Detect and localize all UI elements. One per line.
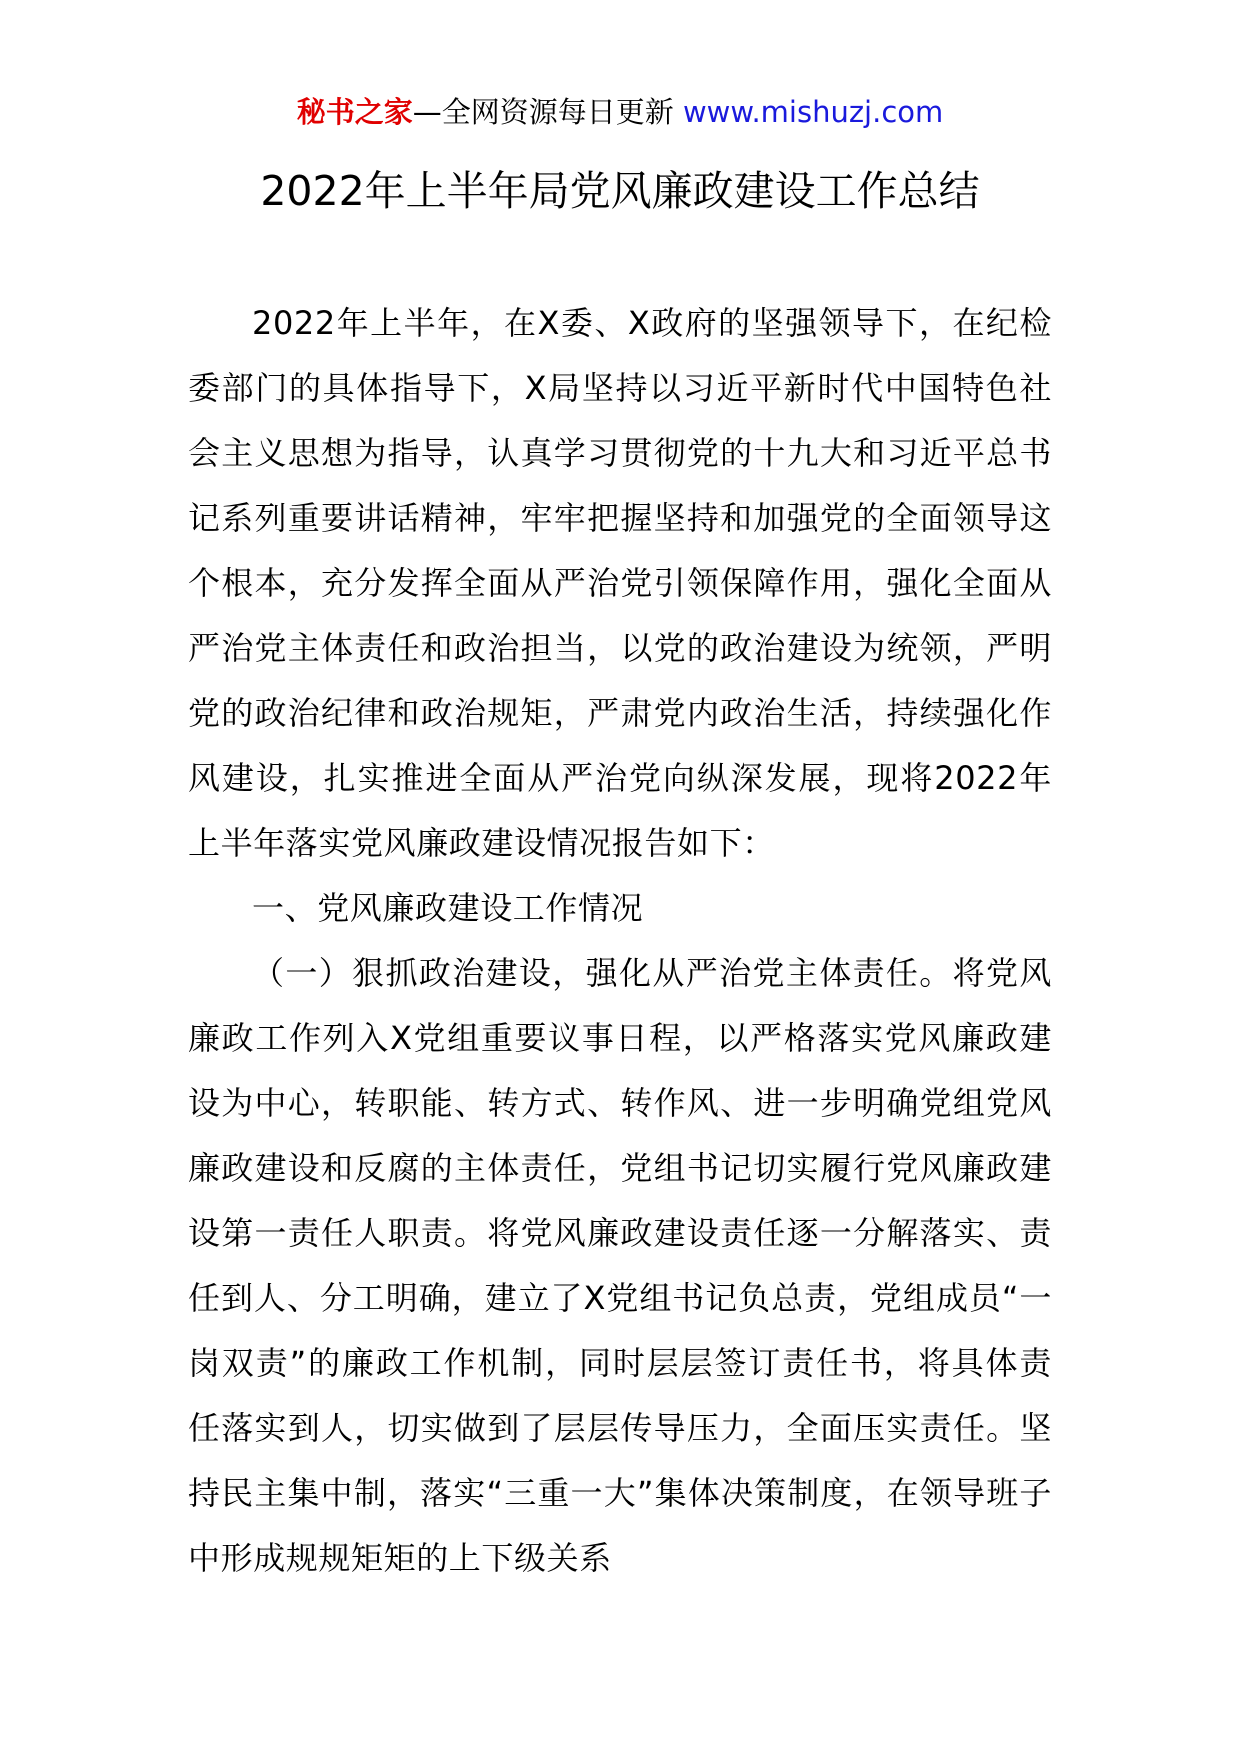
site-url-link[interactable]: www.mishuzj.com xyxy=(682,95,944,129)
document-body xyxy=(188,291,1052,1591)
subsection-paragraph: （一）狠抓政治建设，强化从严治党主体责任。将党风廉政工作列入X党组重要议事日程，以严格落实党风廉政建设为中心，转职能、转方式、转作风、进一步明确党组党风廉政建设和反腐的主体责任，党组书记切实履行党风廉政建设第一责任人职责。将党风廉政建设责任逐一分解落实、责任到人、分工明确，建立了X党组书记负总责，党组成员“一岗双责”的廉政工作机制，同时层层签订责任书，将具体责任落实到人，切实做到了层层传导压力，全面压实责任。坚持民主集中制，落实“三重一大”集体决策制度，在领导班子中形成规规矩矩的上下级关系 xyxy=(188,954,1052,1577)
site-tagline: —全网资源每日更新 xyxy=(412,95,683,129)
intro-paragraph: 2022年上半年，在X委、X政府的坚强领导下，在纪检委部门的具体指导下，X局坚持以习近平新时代中国特色社会主义思想为指导，认真学习贯彻党的十九大和习近平总书记系列重要讲话精神，牢牢把握坚持和加强党的全面领导这个根本，充分发挥全面从严治党引领保障作用，强化全面从严治党主体责任和政治担当，以党的政治建设为统领，严明党的政治纪律和政治规矩，严肃党内政治生活，持续强化作风建设，扎实推进全面从严治党向纵深发展，现将2022年上半年落实党风廉政建设情况报告如下： xyxy=(188,304,1052,862)
site-brand: 秘书之家 xyxy=(296,95,413,129)
section-heading: 一、党风廉政建设工作情况 xyxy=(252,889,644,927)
site-header xyxy=(0,94,1240,130)
document-title: 2022年上半年局党风廉政建设工作总结 xyxy=(260,167,980,215)
